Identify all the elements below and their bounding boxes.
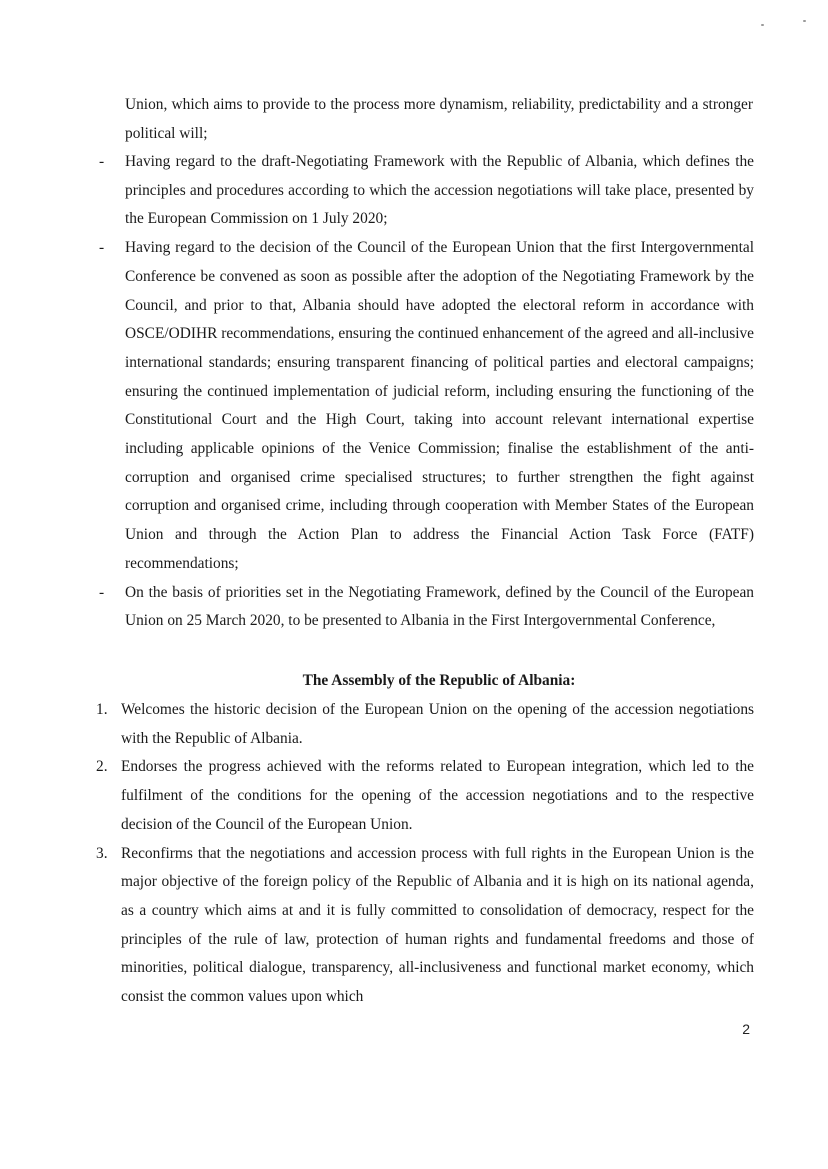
recital-item [98, 148, 754, 234]
resolution-item [92, 840, 754, 1012]
resolution-text: Endorses the progress achieved with the reforms related to European integration, which led to the fulfilment of the conditions for the opening of the accession negotiations and to the respective decision of the Council of the European Union. [121, 758, 754, 833]
continuation-paragraph: Union, which aims to provide to the process more dynamism, reliability, predictability and a stronger political will; [125, 96, 753, 142]
section-heading: The Assembly of the Republic of Albania: [302, 672, 576, 689]
resolution-text: Reconfirms that the negotiations and accession process with full rights in the European Union is the major objective of the foreign policy of the Republic of Albania and it is high on its national agenda, as a country which aims at and it is fully committed to consolidation of democracy, respect for the principles of the rule of law, protection of human rights and fundamental freedoms and those of minorities, political dialogue, transparency, all-inclusiveness and functional market economy, which consist the common values upon which [121, 844, 754, 1006]
resolution-text: Welcomes the historic decision of the European Union on the opening of the accession negotiations with the Republic of Albania. [121, 701, 754, 747]
resolution-list [92, 696, 754, 1012]
bullet-dash: - [99, 239, 105, 257]
bullet-dash: - [99, 583, 105, 601]
recital-text: Having regard to the decision of the Council of the European Union that the first Intergovernmental Conference be convened as soon as possible after the adoption of the Negotiating Framework by the Council, and prior to that, Albania should have adopted the electoral reform in accordance with OSCE/ODIHR recommendations, ensuring the continued enhancement of the agreed and all-inclusive international standards; ensuring transparent financing of political parties and electoral campaigns; ensuring the continued implementation of judicial reform, including ensuring the functioning of the Constitutional Court and the High Court, taking into account relevant international expertise including applicable opinions of the Venice Commission; finalise the establishment of the anti-corruption and organised crime specialised structures; to further strengthen the fight against corruption and organised crime, including through cooperation with Member States of the European Union and through the Action Plan to address the Financial Action Task Force (FATF) recommendations; [125, 239, 754, 572]
item-number: 3. [96, 844, 108, 862]
page-number: 2 [742, 1021, 750, 1037]
item-number: 1. [96, 701, 108, 718]
recital-item [98, 234, 754, 578]
bullet-dash: - [99, 153, 105, 170]
recital-text: On the basis of priorities set in the Negotiating Framework, defined by the Council of the European Union on 25 March 2020, to be presented to Albania in the First Intergovernmental Conference, [125, 583, 754, 630]
scan-speck-right [803, 20, 806, 22]
resolution-item [92, 753, 754, 839]
recital-list [98, 148, 754, 636]
recital-item [98, 579, 754, 636]
scan-speck-left [761, 24, 764, 26]
item-number: 2. [96, 758, 108, 776]
resolution-item [92, 696, 754, 753]
recital-text: Having regard to the draft-Negotiating Framework with the Republic of Albania, which defines the principles and procedures according to which the accession negotiations will take place, presented by the European Commission on 1 July 2020; [125, 153, 754, 228]
